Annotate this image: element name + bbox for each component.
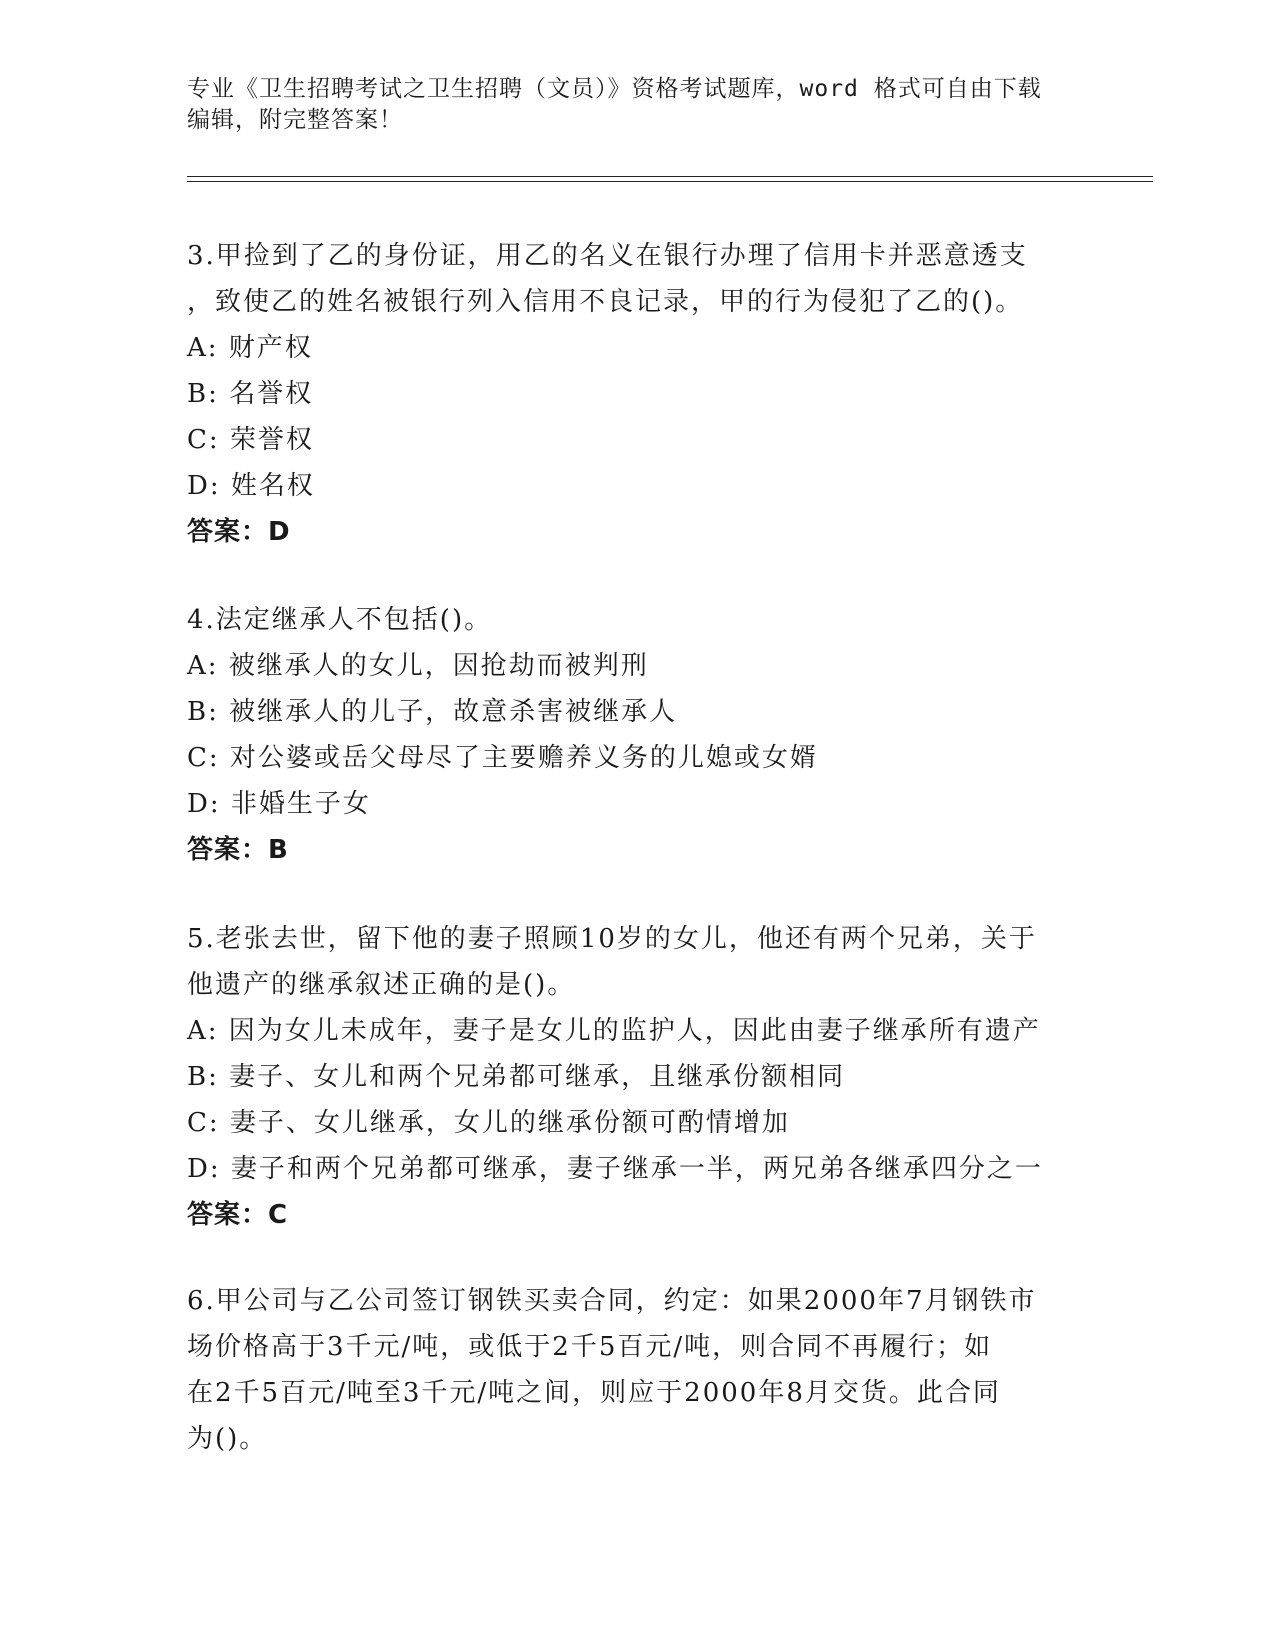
answer-label: 答案：C: [187, 1200, 289, 1230]
option-b: B: 妻子、女儿和两个兄弟都可继承，且继承份额相同: [187, 1062, 846, 1092]
question-text-line: 他遗产的继承叙述正确的是()。: [187, 970, 576, 1000]
question-text-line: 为()。: [187, 1424, 268, 1454]
question-text-line: 4.法定继承人不包括()。: [187, 605, 493, 635]
option-a: A: 因为女儿未成年，妻子是女儿的监护人，因此由妻子继承所有遗产: [187, 1016, 1041, 1046]
question-text-line: 在2千5百元/吨至3千元/吨之间，则应于2000年8月交货。此合同: [187, 1378, 1001, 1408]
option-c: C: 荣誉权: [187, 425, 314, 455]
question-text-line: 5.老张去世，留下他的妻子照顾10岁的女儿，他还有两个兄弟，关于: [187, 924, 1037, 954]
document-header: [187, 74, 1067, 136]
option-c: C: 对公婆或岳父母尽了主要赡养义务的儿媳或女婿: [187, 743, 818, 773]
answer-label: 答案：D: [187, 517, 291, 547]
question-5: [187, 916, 1077, 1238]
question-6: [187, 1278, 1077, 1462]
question-4: [187, 597, 1077, 873]
header-divider-top: [187, 176, 1153, 177]
question-text-line: 3.甲捡到了乙的身份证，用乙的名义在银行办理了信用卡并恶意透支: [187, 241, 1028, 271]
question-text-line: 场价格高于3千元/吨，或低于2千5百元/吨，则合同不再履行；如: [187, 1332, 993, 1362]
option-d: D: 妻子和两个兄弟都可继承，妻子继承一半，两兄弟各继承四分之一: [187, 1154, 1043, 1184]
option-b: B: 被继承人的儿子，故意杀害被继承人: [187, 697, 678, 727]
header-divider-bottom: [187, 181, 1153, 182]
option-b: B: 名誉权: [187, 379, 314, 409]
option-a: A: 财产权: [187, 333, 313, 363]
option-d: D: 姓名权: [187, 471, 315, 501]
option-c: C: 妻子、女儿继承，女儿的继承份额可酌情增加: [187, 1108, 790, 1138]
answer-label: 答案：B: [187, 835, 289, 865]
option-d: D: 非婚生子女: [187, 789, 371, 819]
question-3: [187, 233, 1077, 555]
header-line-1: 专业《卫生招聘考试之卫生招聘（文员）》资格考试题库，word 格式可自由下载: [187, 76, 1042, 102]
option-a: A: 被继承人的女儿，因抢劫而被判刑: [187, 651, 649, 681]
header-line-2: 编辑，附完整答案！: [187, 107, 403, 133]
question-text-line: ，致使乙的姓名被银行列入信用不良记录，甲的行为侵犯了乙的()。: [187, 287, 1024, 317]
question-text-line: 6.甲公司与乙公司签订钢铁买卖合同，约定：如果2000年7月钢铁市: [187, 1286, 1037, 1316]
